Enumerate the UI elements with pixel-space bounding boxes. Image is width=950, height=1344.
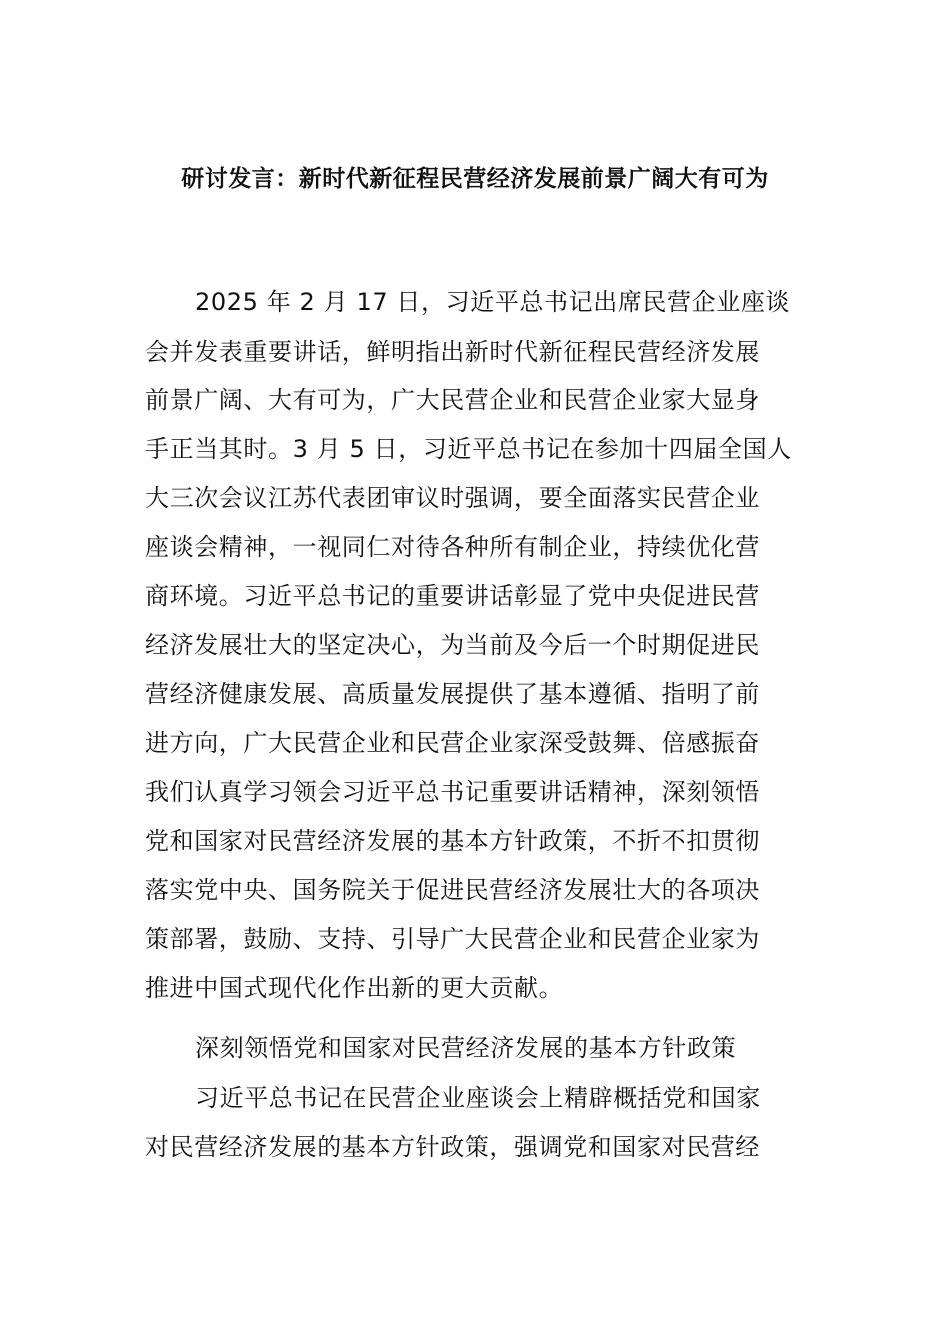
paragraph-line: 经济发展壮大的坚定决心，为当前及今后一个时期促进民 bbox=[145, 631, 760, 659]
paragraph-line: 2025 年 2 月 17 日，习近平总书记出席民营企业座谈 bbox=[195, 288, 791, 316]
paragraph-line: 落实党中央、国务院关于促进民营经济发展壮大的各项决 bbox=[145, 876, 760, 904]
paragraph-line: 前景广阔、大有可为，广大民营企业和民营企业家大显身 bbox=[145, 386, 760, 414]
paragraph-line: 我们认真学习领会习近平总书记重要讲话精神，深刻领悟 bbox=[145, 778, 760, 806]
paragraph-line: 会并发表重要讲话，鲜明指出新时代新征程民营经济发展 bbox=[145, 338, 760, 366]
paragraph-line: 习近平总书记在民营企业座谈会上精辟概括党和国家 bbox=[195, 1084, 761, 1112]
paragraph-line: 党和国家对民营经济发展的基本方针政策，不折不扣贯彻 bbox=[145, 827, 760, 855]
paragraph-line: 大三次会议江苏代表团审议时强调，要全面落实民营企业 bbox=[145, 484, 760, 512]
paragraph-line: 进方向，广大民营企业和民营企业家深受鼓舞、倍感振奋 bbox=[145, 729, 760, 757]
paragraph-line: 座谈会精神，一视同仁对待各种所有制企业，持续优化营 bbox=[145, 533, 760, 561]
paragraph-line: 策部署，鼓励、支持、引导广大民营企业和民营企业家为 bbox=[145, 925, 760, 953]
paragraph-line: 营经济健康发展、高质量发展提供了基本遵循、指明了前 bbox=[145, 680, 760, 708]
paragraph-line: 推进中国式现代化作出新的更大贡献。 bbox=[145, 974, 564, 1002]
paragraph-line: 手正当其时。3 月 5 日，习近平总书记在参加十四届全国人 bbox=[145, 435, 792, 463]
section-heading: 深刻领悟党和国家对民营经济发展的基本方针政策 bbox=[195, 1034, 737, 1062]
document-title: 研讨发言：新时代新征程民营经济发展前景广阔大有可为 bbox=[181, 166, 769, 192]
paragraph-line: 商环境。习近平总书记的重要讲话彰显了党中央促进民营 bbox=[145, 582, 760, 610]
paragraph-line: 对民营经济发展的基本方针政策，强调党和国家对民营经 bbox=[145, 1133, 760, 1161]
